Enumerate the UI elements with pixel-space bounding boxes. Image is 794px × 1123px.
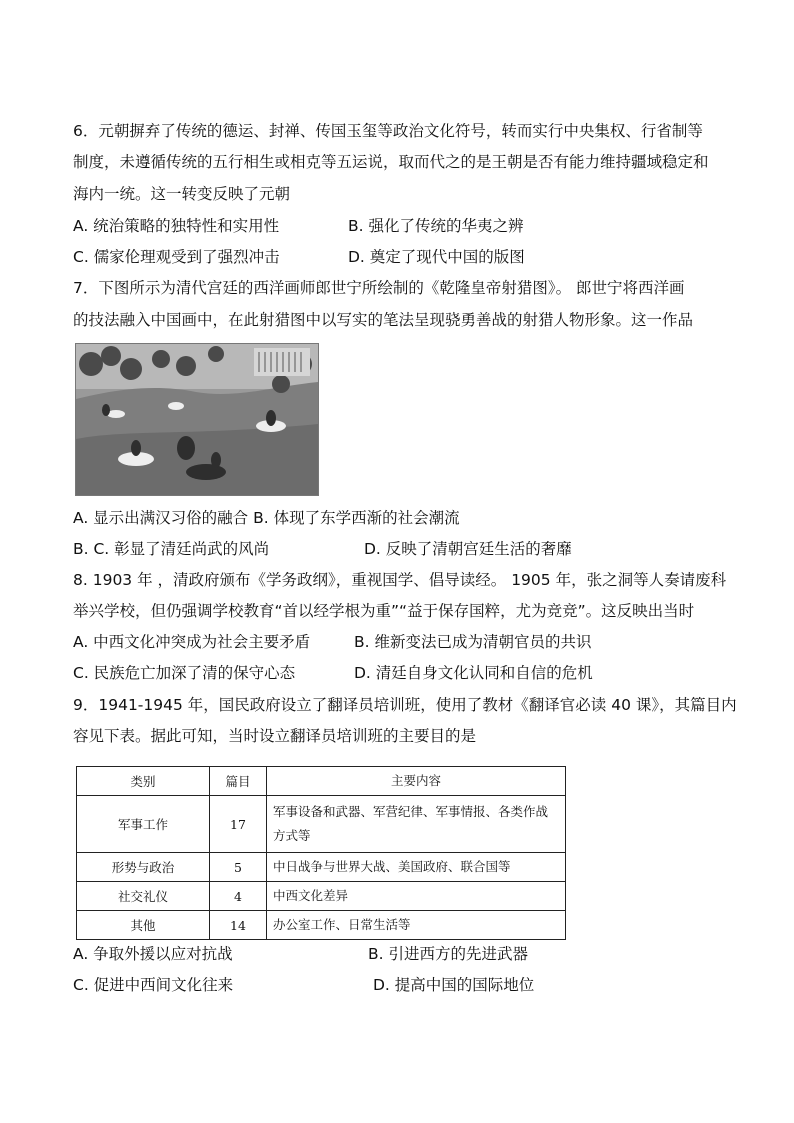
table-cell-category: 军事工作: [77, 796, 210, 853]
q8-option-b: B. 维新变法已成为清朝官员的共识: [354, 633, 592, 651]
table-cell-count: 17: [210, 796, 267, 853]
q7-option-a-b: A. 显示出满汉习俗的融合 B. 体现了东学西渐的社会潮流: [73, 509, 460, 527]
table-cell-count: 4: [210, 882, 267, 911]
q8-option-d: D. 清廷自身文化认同和自信的危机: [354, 664, 593, 682]
table-cell-category: 其他: [77, 911, 210, 940]
table-cell-count: 14: [210, 911, 267, 940]
q9-stem-line-2: 容见下表。据此可知，当时设立翻译员培训班的主要目的是: [73, 727, 477, 745]
q6-stem-line-3: 海内一统。这一转变反映了元朝: [73, 185, 291, 203]
q7-stem-line-1: 7．下图所示为清代宫廷的西洋画师郎世宁所绘制的《乾隆皇帝射猎图》。 郎世宁将西洋画: [73, 279, 685, 297]
table-header-row: [77, 767, 566, 796]
q6-option-b: B. 强化了传统的华夷之辨: [348, 217, 524, 235]
q6-option-d: D. 奠定了现代中国的版图: [348, 248, 525, 266]
q8-option-a: A. 中西文化冲突成为社会主要矛盾: [73, 633, 311, 651]
table-header-count: 篇目: [210, 767, 267, 796]
q6-option-a: A. 统治策略的独特性和实用性: [73, 217, 280, 235]
table-cell-content: 军事设备和武器、军营纪律、军事情报、各类作战方式等: [267, 796, 566, 853]
table-cell-content: 中西文化差异: [267, 882, 566, 911]
q6-stem-line-1: 6．元朝摒弃了传统的德运、封禅、传国玉玺等政治文化符号，转而实行中央集权、行省制等: [73, 122, 703, 140]
table-header-content: 主要内容: [267, 767, 566, 796]
q9-option-d: D. 提高中国的国际地位: [373, 976, 535, 994]
table-row: [77, 882, 566, 911]
q6-option-c: C. 儒家伦理观受到了强烈冲击: [73, 248, 280, 266]
q8-stem-line-1: 8. 1903 年 ，清政府颁布《学务政纲》，重视国学、倡导读经。 1905 年，张之洞等人奏请废科: [73, 571, 727, 589]
table-header-category: 类别: [77, 767, 210, 796]
q7-option-c: B. C. 彰显了清廷尚武的风尚: [73, 540, 270, 558]
q9-option-c: C. 促进中西间文化往来: [73, 976, 234, 994]
q9-option-a: A. 争取外援以应对抗战: [73, 945, 233, 963]
q8-stem-line-2: 举兴学校，但仍强调学校教育“首以经学根为重”“益于保存国粹，尤为竞竞”。这反映出当时: [73, 602, 695, 620]
table-row: [77, 911, 566, 940]
table-row: [77, 796, 566, 853]
table-row: [77, 853, 566, 882]
q9-option-b: B. 引进西方的先进武器: [368, 945, 528, 963]
q9-stem-line-1: 9．1941-1945 年，国民政府设立了翻译员培训班，使用了教材《翻译官必读 40 课》，其篇目内: [73, 696, 737, 714]
q7-stem-line-2: 的技法融入中国画中，在此射猎图中以写实的笔法呈现骁勇善战的射猎人物形象。这一作品: [73, 311, 694, 329]
hunting-painting-image: [75, 343, 319, 496]
q8-option-c: C. 民族危亡加深了清的保守心态: [73, 664, 296, 682]
q7-option-d: D. 反映了清朝宫廷生活的奢靡: [364, 540, 572, 558]
table-cell-content: 办公室工作、日常生活等: [267, 911, 566, 940]
table-cell-category: 社交礼仪: [77, 882, 210, 911]
table-cell-count: 5: [210, 853, 267, 882]
q6-stem-line-2: 制度，未遵循传统的五行相生或相克等五运说，取而代之的是王朝是否有能力维持疆域稳定和: [73, 153, 709, 171]
table-cell-category: 形势与政治: [77, 853, 210, 882]
table-cell-content: 中日战争与世界大战、美国政府、联合国等: [267, 853, 566, 882]
curriculum-table: [76, 766, 566, 940]
